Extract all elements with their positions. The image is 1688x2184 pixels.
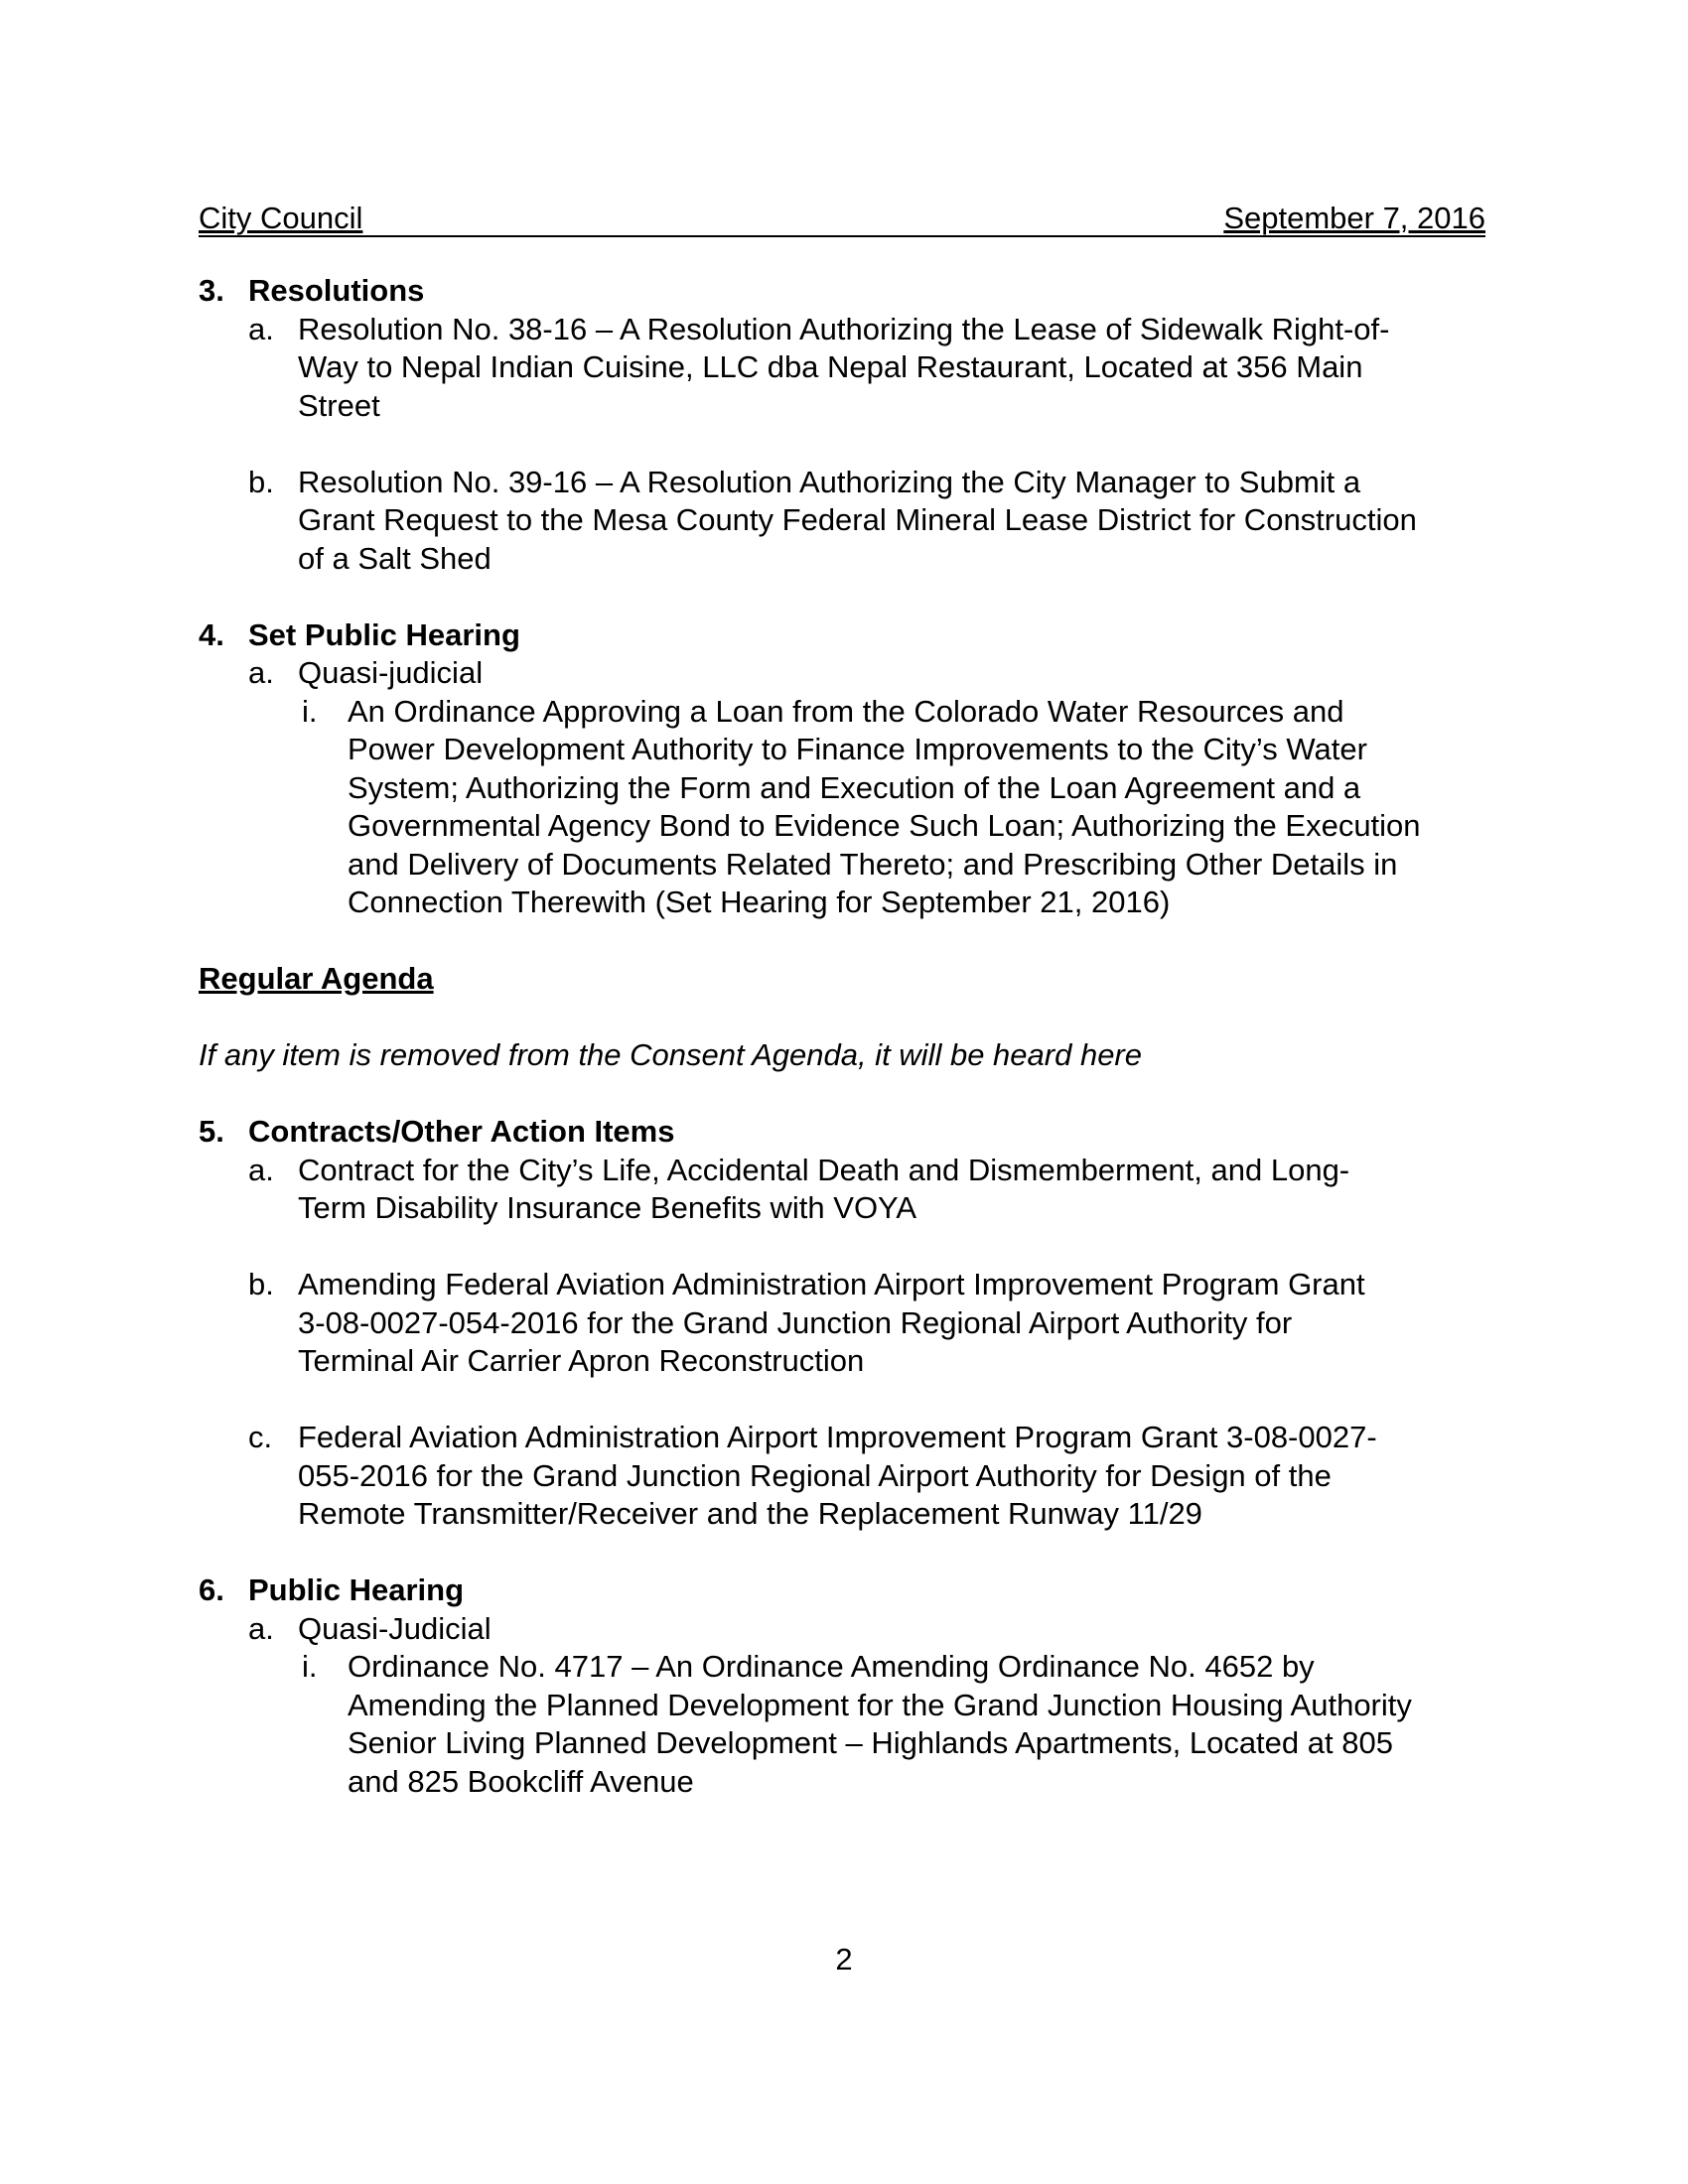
item-marker: i. bbox=[302, 1649, 318, 1684]
item-line: Terminal Air Carrier Apron Reconstruction bbox=[298, 1343, 865, 1378]
item-line: System; Authorizing the Form and Execution of the Loan Agreement and a bbox=[348, 769, 1361, 805]
item-marker: b. bbox=[248, 464, 274, 499]
item-line: Grant Request to the Mesa County Federal Mineral Lease District for Construction bbox=[298, 502, 1417, 537]
agenda-item-faa-grant-055 bbox=[199, 1419, 1489, 1534]
item-line: Ordinance No. 4717 – An Ordinance Amending Ordinance No. 4652 by bbox=[348, 1649, 1315, 1684]
item-line: Senior Living Planned Development – Highlands Apartments, Located at 805 bbox=[348, 1725, 1393, 1760]
item-line: of a Salt Shed bbox=[298, 540, 492, 576]
agenda-item-voya-contract bbox=[199, 1152, 1489, 1228]
item-marker: b. bbox=[248, 1267, 274, 1301]
header-meeting-date: September 7, 2016 bbox=[1223, 201, 1485, 235]
item-line: and 825 Bookcliff Avenue bbox=[348, 1763, 694, 1799]
item-line: Resolution No. 39-16 – A Resolution Authorizing the City Manager to Submit a bbox=[298, 464, 1361, 499]
section-title: Set Public Hearing bbox=[248, 616, 520, 652]
item-line: Way to Nepal Indian Cuisine, LLC dba Nepal Restaurant, Located at 356 Main bbox=[298, 349, 1363, 384]
item-line: Federal Aviation Administration Airport Improvement Program Grant 3-08-0027- bbox=[298, 1420, 1377, 1454]
item-line: 3-08-0027-054-2016 for the Grand Junction Regional Airport Authority for bbox=[298, 1304, 1293, 1340]
section-number: 5. bbox=[199, 1114, 224, 1149]
agenda-item-ordinance-4717 bbox=[199, 1648, 1489, 1801]
agenda-item-faa-grant-054 bbox=[199, 1266, 1489, 1381]
item-line: Amending the Planned Development for the Grand Junction Housing Authority bbox=[348, 1687, 1412, 1722]
section-number: 6. bbox=[199, 1572, 224, 1607]
section-set-public-hearing-heading bbox=[199, 616, 1489, 655]
agenda-item-loan-ordinance bbox=[199, 693, 1489, 922]
agenda-subheading-quasi-judicial bbox=[199, 1610, 1489, 1649]
header-body-name: City Council bbox=[199, 201, 363, 235]
item-line: and Delivery of Documents Related Thereto; and Prescribing Other Details in bbox=[348, 846, 1398, 882]
item-line: Connection Therewith (Set Hearing for September 21, 2016) bbox=[348, 885, 1171, 919]
agenda-subheading-quasi-judicial bbox=[199, 654, 1489, 693]
item-line: Power Development Authority to Finance Improvements to the City’s Water bbox=[348, 732, 1367, 766]
item-line: An Ordinance Approving a Loan from the Colorado Water Resources and bbox=[348, 693, 1344, 729]
page-number: 2 bbox=[835, 1942, 853, 1977]
item-line: 055-2016 for the Grand Junction Regional Airport Authority for Design of the bbox=[298, 1457, 1332, 1493]
item-marker: a. bbox=[248, 1152, 274, 1187]
item-line: Street bbox=[298, 387, 380, 423]
section-title: Resolutions bbox=[248, 273, 425, 308]
section-number: 3. bbox=[199, 273, 224, 308]
section-contracts-heading bbox=[199, 1113, 1489, 1152]
item-line: Remote Transmitter/Receiver and the Replacement Runway 11/29 bbox=[298, 1496, 1202, 1531]
section-number: 4. bbox=[199, 616, 224, 652]
regular-agenda-note: If any item is removed from the Consent Agenda, it will be heard here bbox=[199, 1037, 1142, 1072]
item-line: Governmental Agency Bond to Evidence Such Loan; Authorizing the Execution bbox=[348, 808, 1421, 843]
item-line: Resolution No. 38-16 – A Resolution Authorizing the Lease of Sidewalk Right-of- bbox=[298, 311, 1390, 346]
item-marker: a. bbox=[248, 311, 274, 346]
agenda-content bbox=[199, 272, 1489, 1801]
section-public-hearing-heading bbox=[199, 1571, 1489, 1610]
agenda-item-resolution-39-16 bbox=[199, 464, 1489, 579]
page-header bbox=[199, 202, 1485, 237]
item-line: Quasi-judicial bbox=[298, 655, 484, 690]
item-marker: c. bbox=[248, 1420, 273, 1454]
item-marker: i. bbox=[302, 693, 318, 729]
item-marker: a. bbox=[248, 1610, 274, 1646]
section-title: Public Hearing bbox=[248, 1572, 465, 1607]
item-line: Term Disability Insurance Benefits with VOYA bbox=[298, 1190, 917, 1225]
regular-agenda-heading: Regular Agenda bbox=[199, 961, 434, 996]
agenda-item-resolution-38-16 bbox=[199, 311, 1489, 426]
item-line: Amending Federal Aviation Administration Airport Improvement Program Grant bbox=[298, 1267, 1365, 1301]
item-line: Contract for the City’s Life, Accidental Death and Dismemberment, and Long- bbox=[298, 1152, 1350, 1187]
section-title: Contracts/Other Action Items bbox=[248, 1114, 675, 1149]
item-line: Quasi-Judicial bbox=[298, 1610, 492, 1646]
item-marker: a. bbox=[248, 655, 274, 690]
section-resolutions-heading bbox=[199, 272, 1489, 311]
